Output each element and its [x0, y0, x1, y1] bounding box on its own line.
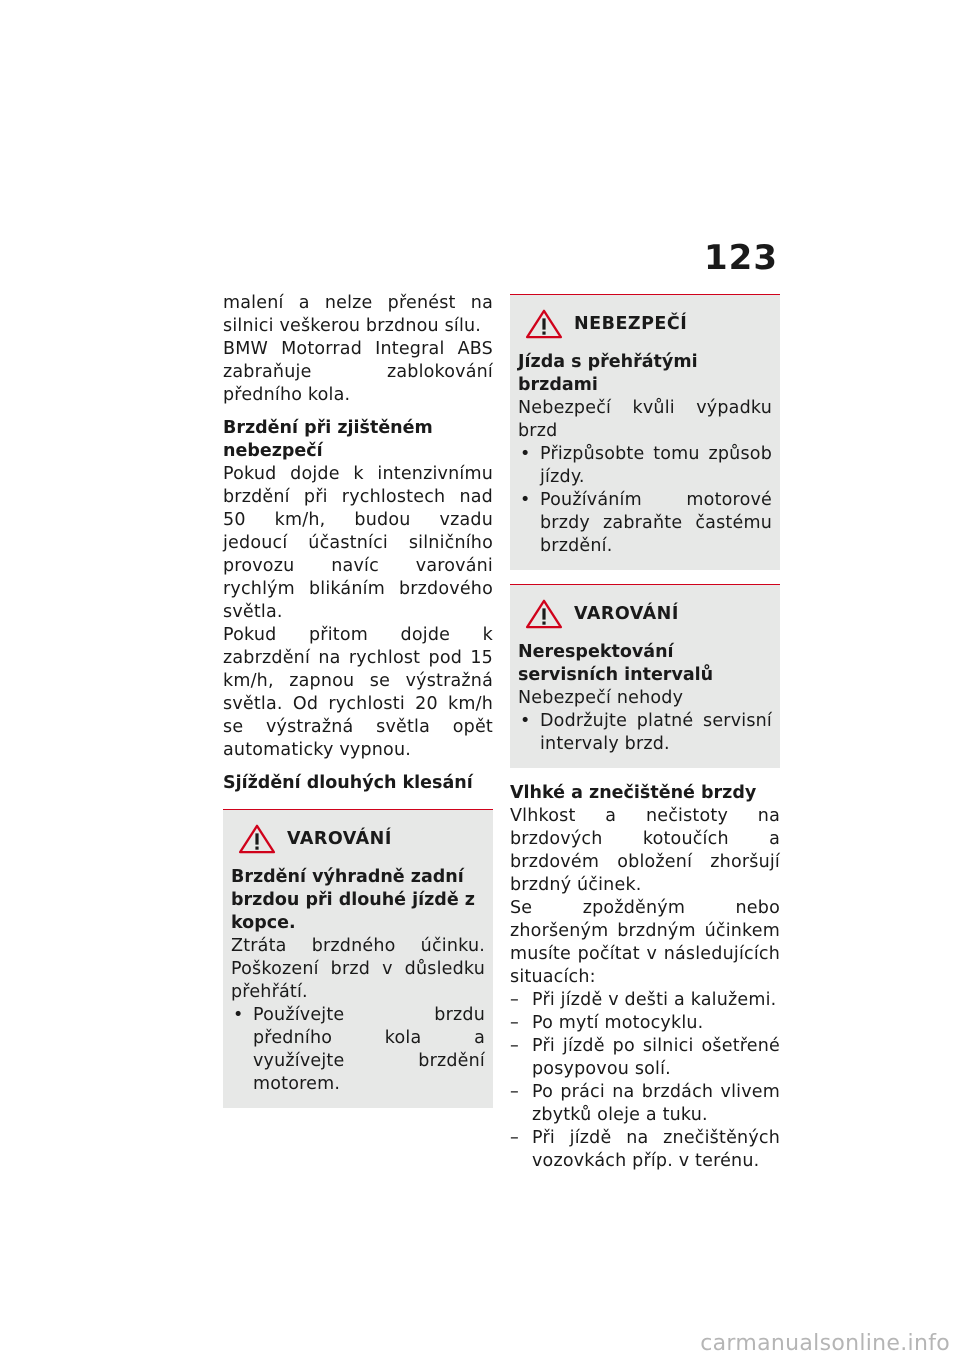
intro-paragraph: malení a nelze přenést na silnici veškerou brzdnou sílu. [223, 293, 493, 336]
warning-text: Ztráta brzdného účinku. Poškození brzd v důsledku přehřátí. [231, 936, 485, 1002]
emergency-braking-paragraph-1: Pokud dojde k intenzivnímu brzdění při rychlostech nad 50 km/h, budou vzadu jedoucí účastníci silničního provozu navíc varováni rychlým blikáním brzdového světla. [223, 464, 493, 622]
warning-title: VAROVÁNÍ [287, 829, 392, 849]
section-heading-wet-brakes: Vlhké a znečištěné brzdy [510, 783, 757, 803]
warning-title: VAROVÁNÍ [574, 604, 679, 624]
section-heading-emergency-braking: Brzdění při zjištěném nebezpečí [223, 418, 433, 461]
danger-triangle-icon [524, 309, 564, 339]
situation-item: – Při jízdě po silnici ošetřené posypovou solí. [510, 1036, 780, 1079]
page-number: 123 [704, 238, 778, 278]
situation-item: – Po mytí motocyklu. [510, 1013, 704, 1033]
danger-text: Nebezpečí kvůli výpadku brzd [518, 398, 772, 441]
situation-item: – Při jízdě v dešti a kalužemi. [510, 990, 777, 1010]
watermark: carmanualsonline.info [700, 1331, 950, 1356]
delayed-braking-paragraph: Se zpožděným nebo zhoršeným brzdným účinkem musíte počítat v následujících situacích: [510, 898, 780, 987]
danger-box-overheated-brakes [510, 294, 780, 570]
warning-text: Nebezpečí nehody [518, 688, 684, 708]
emergency-braking-paragraph-2: Pokud přitom dojde k zabrzdění na rychlost pod 15 km/h, zapnou se výstražná světla. Od rychlosti 20 km/h se výstražná světla opět automaticky vypnou. [223, 625, 493, 760]
danger-title: NEBEZPEČÍ [574, 314, 688, 334]
warning-bullet: • Používejte brzdu předního kola a využívejte brzdění motorem. [233, 1005, 485, 1094]
warning-box-service-intervals [510, 584, 780, 768]
wet-brakes-paragraph: Vlhkost a nečistoty na brzdových kotoučích a brzdovém obložení zhoršují brzdný účinek. [510, 806, 780, 895]
section-heading-long-descents: Sjíždění dlouhých klesání [223, 773, 473, 793]
abs-paragraph: BMW Motorrad Integral ABS zabraňuje zablokování předního kola. [223, 339, 493, 405]
right-column [510, 292, 780, 1173]
warning-heading: Nerespektování servisních intervalů [518, 642, 714, 685]
danger-bullet-2: • Používáním motorové brzdy zabraňte častému brzdění. [520, 490, 772, 556]
warning-heading: Brzdění výhradně zadní brzdou při dlouhé jízdě z kopce. [231, 867, 475, 933]
warning-triangle-icon [237, 824, 277, 854]
danger-heading: Jízda s přehřátými brzdami [518, 352, 698, 395]
warning-bullet: • Dodržujte platné servisní intervaly brzd. [520, 711, 772, 754]
situation-item: – Po práci na brzdách vlivem zbytků oleje a tuku. [510, 1082, 780, 1125]
left-column [223, 292, 493, 1108]
warning-triangle-icon [524, 599, 564, 629]
warning-box-rear-brake [223, 809, 493, 1108]
danger-bullet-1: • Přizpůsobte tomu způsob jízdy. [520, 444, 772, 487]
situation-item: – Při jízdě na znečištěných vozovkách příp. v terénu. [510, 1128, 780, 1171]
